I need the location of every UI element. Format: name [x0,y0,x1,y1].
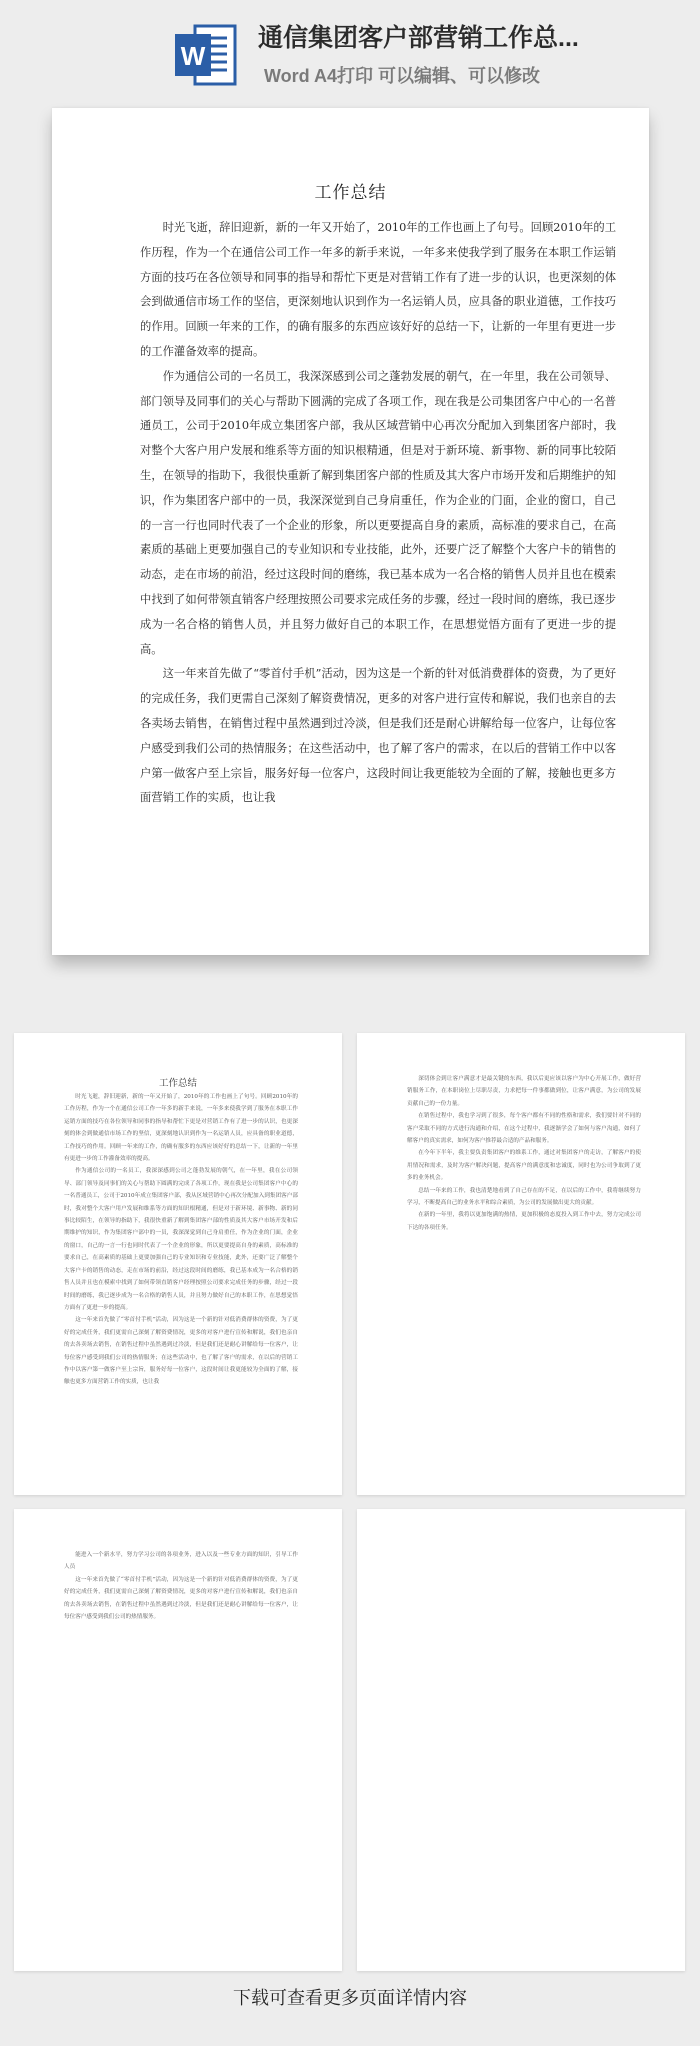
paragraph: 这一年来首先做了“零首付手机”活动，因为这是一个新的针对低消费群体的资费，为了更好的完成任务，我们更需自己深刻了解资费情况，更多的对客户进行宣传和解说，我们也亲自的去各卖场去销售，在销售过程中虽然遇到过冷淡，但是我们还是耐心讲解给每一位客户，让每位客户感受到我们公司的热情服务；在这些活动中，也了解了客户的需求，在以后的营销工作中以客户第一做客户至上宗旨，服务好每一位客户，这段时间让我更能较为全面的了解，接触也更多方面营销工作的实质，也让我 [64,1317,298,1386]
page-thumbnail-1[interactable] [14,1033,342,1495]
paragraph: 总结一年来的工作，我也清楚地看到了自己存在的不足，在以后的工作中，我将继续努力学习，不断提高自己的业务水平和综合素质，为公司的发展做出更大的贡献。 [407,1187,641,1207]
document-subtitle: Word A4打印 可以编辑、可以修改 [264,66,541,86]
thumbnail-body [407,1073,641,1234]
paragraph: 能进入一个新水平，努力学习公司的各项业务，进入以及一些专业方面的知识，引导工作人员 [64,1552,298,1571]
page-thumbnail-4[interactable] [357,1509,685,1971]
paragraph: 时光飞逝，辞旧迎新，新的一年又开始了，2010年的工作也画上了句号。回顾2010年的工作历程，作为一个在通信公司工作一年多的新手来说，一年多来使我学到了服务在本职工作运销方面的技巧在各位领导和同事的指导和帮忙下更是对营销工作有了进一步的认识，也更深刻的体会到做通信市场工作的坚信，更深刻地认识到作为一名运销人员，应具备的职业道德，工作技巧的作用。回顾一年来的工作，的确有服多的东西应该好好的总结一下，让新的一年里有更进一步的工作灌备效率的提高。 [64,1094,298,1163]
document-title-header: 通信集团客户部营销工作总... [258,24,579,52]
page-thumbnail-2[interactable] [357,1033,685,1495]
page-thumbnail-3[interactable] [14,1509,342,1971]
paragraph: 在今年下半年，我主要负责集团客户的维系工作，通过对集团客户的走访，了解客户的使用情况和需求，及时为客户解决问题，提高客户的满意度和忠诚度，同时也为公司争取到了更多的业务机会。 [407,1150,641,1182]
thumbnail-body [64,1091,298,1389]
page-title: 工作总结 [314,183,387,203]
thumbnail-body [64,1549,298,1623]
download-more-link[interactable]: 下载可查看更多页面详情内容 [233,1988,467,2008]
header [0,0,700,100]
paragraph: 深切体会到让客户满意才是最关键的东西，我以后更应该以客户为中心开展工作，做好营销服务工作，在本职岗位上尽职尽责，力求把每一件事都做到位，让客户满意，为公司的发展贡献自己的一份力量。 [407,1076,641,1107]
word-document-icon [173,22,239,88]
document-page-preview [52,108,649,955]
page-body [140,216,616,811]
paragraph: 作为通信公司的一名员工，我深深感到公司之蓬勃发展的朝气，在一年里，我在公司领导、部门领导及同事们的关心与帮助下圆满的完成了各项工作，现在我是公司集团客户中心的一名普通员工，公司于2010年成立集团客户部，我从区域营销中心再次分配加入到集团客户部时，我对整个大客户用户发展和维系等方面的知识根精通，但是对于新环境、新事物、新的同事比较陌生，在领导的指助下，我很快重新了解到集团客户部的性质及其大客户市场开发和后期维护的知识，作为集团客户部中的一员，我深深觉到自己身肩重任，作为企业的门面，企业的窗口，自己的一言一行也同时代表了一个企业的形象，所以更要提高自身的素质，高标准的要求自己，在高素质的基础上更要加强自己的专业知识和专业技能，此外，还要广泛了解整个大客户卡的销售的动态，走在市场的前沿，经过这段时间的磨练，我已基本成为一名合格的销售人员并且也在模索中找到了如何带领直销客户经理按照公司要求完成任务的步骤，经过一段时间的磨练，我已逐步成为一名合格的销售人员，并且努力做好自己的本职工作，在思想觉悟方面有了更进一步的提高。 [140,369,616,656]
paragraph: 时光飞逝，辞旧迎新，新的一年又开始了，2010年的工作也画上了句号。回顾2010年的工作历程，作为一个在通信公司工作一年多的新手来说，一年多来使我学到了服务在本职工作运销方面的技巧在各位领导和同事的指导和帮忙下更是对营销工作有了进一步的认识，也更深刻的体会到做通信市场工作的坚信，更深刻地认识到作为一名运销人员，应具备的职业道德，工作技巧的作用。回顾一年来的工作，的确有服多的东西应该好好的总结一下，让新的一年里有更进一步的工作灌备效率的提高。 [140,221,616,358]
paragraph: 这一年来首先做了“零首付手机”活动，因为这是一个新的针对低消费群体的资费，为了更好的完成任务，我们更需自己深刻了解资费情况，更多的对客户进行宣传和解说，我们也亲自的去各卖场去销售，在销售过程中虽然遇到过冷淡，但是我们还是耐心讲解给每一位客户，让每位客户感受到我们公司的热情服务；在这些活动中，也了解了客户的需求，在以后的营销工作中以客户第一做客户至上宗旨，服务好每一位客户，这段时间让我更能较为全面的了解，接触也更多方面营销工作的实质，也让我 [140,667,616,805]
thumbnail-title: 工作总结 [158,1078,197,1089]
paragraph: 作为通信公司的一名员工，我深深感到公司之蓬勃发展的朝气，在一年里，我在公司领导、部门领导及同事们的关心与帮助下圆满的完成了各项工作，现在我是公司集团客户中心的一名普通员工，公司于2010年成立集团客户部，我从区域营销中心再次分配加入到集团客户部时，我对整个大客户用户发展和维系等方面的知识根精通，但是对于新环境、新事物、新的同事比较陌生，在领导的指助下，我很快重新了解到集团客户部的性质及其大客户市场开发和后期维护的知识，作为集团客户部中的一员，我深深觉到自己身肩重任，作为企业的门面，企业的窗口，自己的一言一行也同时代表了一个企业的形象，所以更要提高自身的素质，高标准的要求自己，在高素质的基础上更要加强自己的专业知识和专业技能，此外，还要广泛了解整个大客户卡的销售的动态，走在市场的前沿，经过这段时间的磨练，我已基本成为一名合格的销售人员并且也在模索中找到了如何带领直销客户经理按照公司要求完成任务的步骤，经过一段时间的磨练，我已逐步成为一名合格的销售人员，并且努力做好自己的本职工作，在思想觉悟方面有了更进一步的提高。 [64,1168,298,1311]
word-icon-letter: W [180,41,206,71]
paragraph: 这一年来首先做了“零首付手机”活动，因为这是一个新的针对低消费群体的资费，为了更好的完成任务，我们更需自己深刻了解资费情况，更多的对客户进行宣传和解说，我们也亲自的去各卖场去销售，在销售过程中虽然遇到过冷淡，但是我们还是耐心讲解给每一位客户，让每位客户感受到我们公司的热情服务。 [64,1576,298,1621]
paragraph: 在新的一年里，我将以更加饱满的热情，更加积极的态度投入到工作中去，努力完成公司下达的各项任务。 [407,1212,641,1231]
paragraph: 在销售过程中，我也学习到了很多，每个客户都有不同的性格和需求，我们要针对不同的客户采取不同的方式进行沟通和介绍，在这个过程中，我逐渐学会了如何与客户沟通，如何了解客户的真实需求，如何为客户推荐最合适的产品和服务。 [407,1113,641,1145]
